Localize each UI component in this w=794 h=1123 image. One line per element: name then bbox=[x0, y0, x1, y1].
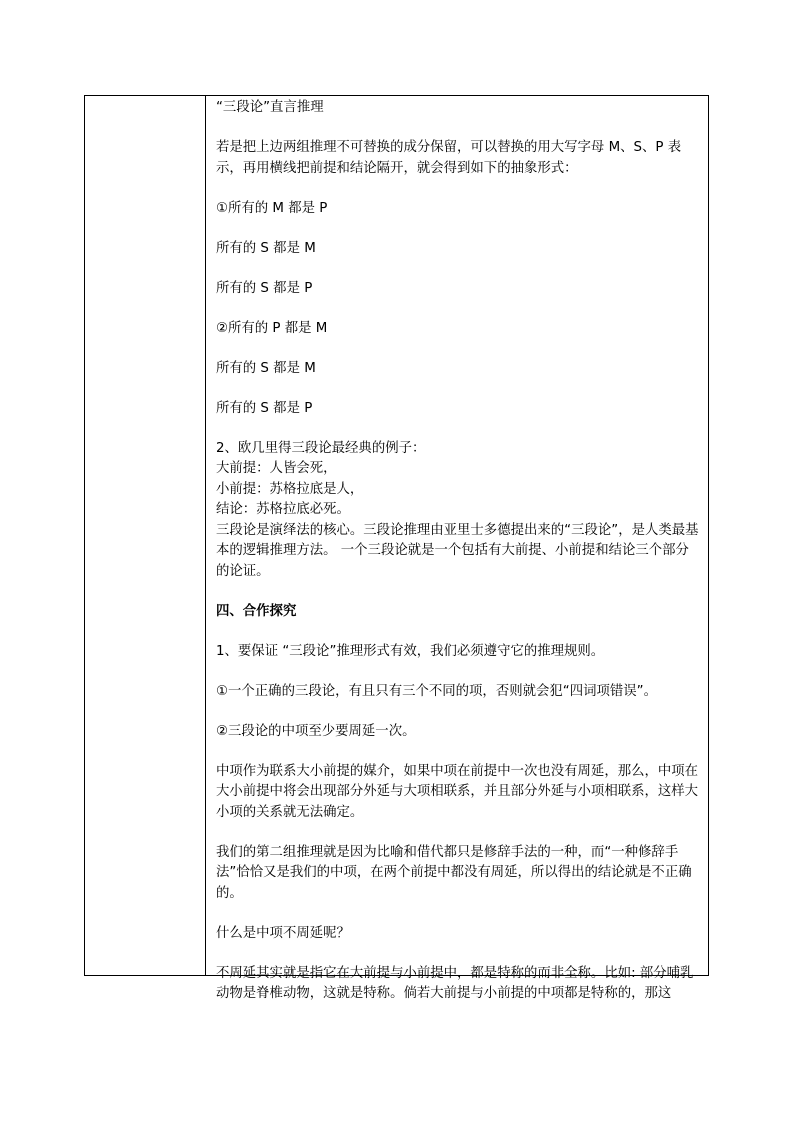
example-heading: 2、欧几里得三段论最经典的例子： bbox=[216, 440, 426, 456]
paragraph: 中项作为联系大小前提的媒介，如果中项在前提中一次也没有周延，那么，中项在大小前提中将会出现部分外延与大项相联系，并且部分外延与小项相联系，这样大小项的关系就无法确定。 bbox=[216, 763, 699, 820]
document-table bbox=[84, 95, 709, 1001]
paragraph: 我们的第二组推理就是因为比喻和借代都只是修辞手法的一种，而“一种修辞手法”恰恰又是我们的中项，在两个前提中都没有周延，所以得出的结论就是不正确的。 bbox=[216, 844, 692, 901]
syllogism-line: ②所有的 P 都是 M bbox=[216, 320, 328, 336]
table-content-cell bbox=[206, 96, 708, 1001]
paragraph: 1、要保证 “三段论”推理形式有效，我们必须遵守它的推理规则。 bbox=[216, 643, 605, 659]
table-left-cell bbox=[85, 96, 206, 975]
syllogism-line: 所有的 S 都是 P bbox=[216, 280, 313, 296]
rule-item: ②三段论的中项至少要周延一次。 bbox=[216, 723, 416, 739]
syllogism-line: 所有的 S 都是 M bbox=[216, 360, 316, 376]
section-heading: 四、合作探究 bbox=[216, 603, 297, 619]
conclusion: 结论：苏格拉底必死。 bbox=[216, 502, 350, 517]
syllogism-line: 所有的 S 都是 M bbox=[216, 240, 316, 256]
paragraph: 三段论是演绎法的核心。三段论推理由亚里士多德提出来的“三段论”，是人类最基本的逻辑推理方法。 一个三段论就是一个包括有大前提、小前提和结论三个部分的论证。 bbox=[216, 522, 699, 579]
section-title: “三段论”直言推理 bbox=[216, 100, 324, 115]
major-premise: 大前提：人皆会死， bbox=[216, 461, 337, 476]
syllogism-line: 所有的 S 都是 P bbox=[216, 400, 313, 416]
syllogism-line: ①所有的 M 都是 P bbox=[216, 200, 328, 216]
rule-item: ①一个正确的三段论，有且只有三个不同的项，否则就会犯“四词项错误”。 bbox=[216, 683, 657, 699]
paragraph: 若是把上边两组推理不可替换的成分保留，可以替换的用大写字母 M、S、P 表示，再用横线把前提和结论隔开，就会得到如下的抽象形式： bbox=[216, 140, 682, 176]
minor-premise: 小前提：苏格拉底是人， bbox=[216, 481, 364, 497]
paragraph: 不周延其实就是指它在大前提与小前提中，都是特称的而非全称。比如: 部分哺乳动物是脊椎动物，这就是特称。倘若大前提与小前提的中项都是特称的，那这 bbox=[216, 965, 694, 1001]
question: 什么是中项不周延呢？ bbox=[216, 925, 350, 941]
